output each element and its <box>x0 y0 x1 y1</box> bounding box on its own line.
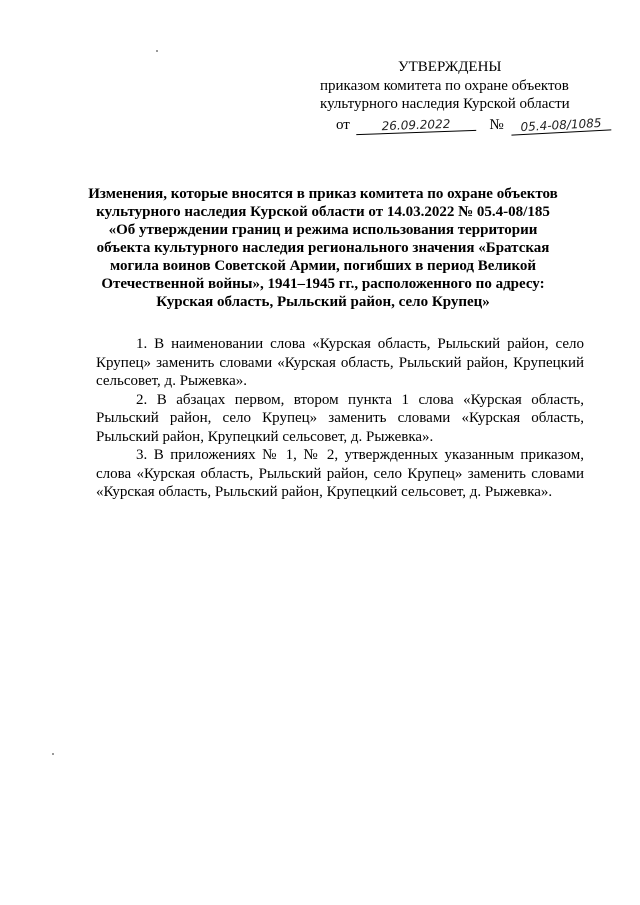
title-line: Изменения, которые вносятся в приказ комитета по охране объектов <box>88 186 558 202</box>
title-line: «Об утверждении границ и режима использования территории <box>108 222 538 238</box>
paragraph-item-2: 2. В абзацах первом, втором пункта 1 слова «Курская область, Рыльский район, село Крупец» заменить словами «Курская область, Рыльский район, Крупецкий сельсовет, д. Рыжевка». <box>96 391 584 445</box>
document-title <box>86 185 560 311</box>
paragraph-item-1: 1. В наименовании слова «Курская область, Рыльский район, село Крупец» заменить словами «Курская область, Рыльский район, Крупецкий сельсовет, д. Рыжевка». <box>96 336 584 389</box>
title-line: Отечественной войны», 1941–1945 гг., расположенного по адресу: <box>101 276 545 292</box>
handwritten-number: 05.4-08/1085 <box>511 115 612 135</box>
scan-speck <box>156 50 158 52</box>
approval-block <box>320 58 620 134</box>
number-prefix: № <box>489 116 504 133</box>
paragraph-item-3: 3. В приложениях № 1, № 2, утвержденных указанным приказом, слова «Курская область, Рыльский район, село Крупец» заменить словами «Курская область, Рыльский район, Крупецкий сельсовет, д. Рыжевка». <box>96 447 584 500</box>
approval-date-number-row <box>320 116 620 135</box>
title-line: культурного наследия Курской области от 14.03.2022 № 05.4-08/185 <box>96 204 550 220</box>
document-body <box>96 335 584 502</box>
approval-heading: УТВЕРЖДЕНЫ <box>398 59 502 75</box>
title-line: объекта культурного наследия регионального значения «Братская <box>96 240 550 256</box>
date-prefix: от <box>336 116 350 133</box>
approval-line-1: приказом комитета по охране объектов <box>320 77 569 94</box>
approval-line-2: культурного наследия Курской области <box>320 96 570 112</box>
title-line: могила воинов Советской Армии, погибших в период Великой <box>109 258 537 274</box>
scan-speck <box>52 753 54 755</box>
handwritten-date: 26.09.2022 <box>355 115 475 134</box>
title-line: Курская область, Рыльский район, село Крупец» <box>156 294 490 310</box>
